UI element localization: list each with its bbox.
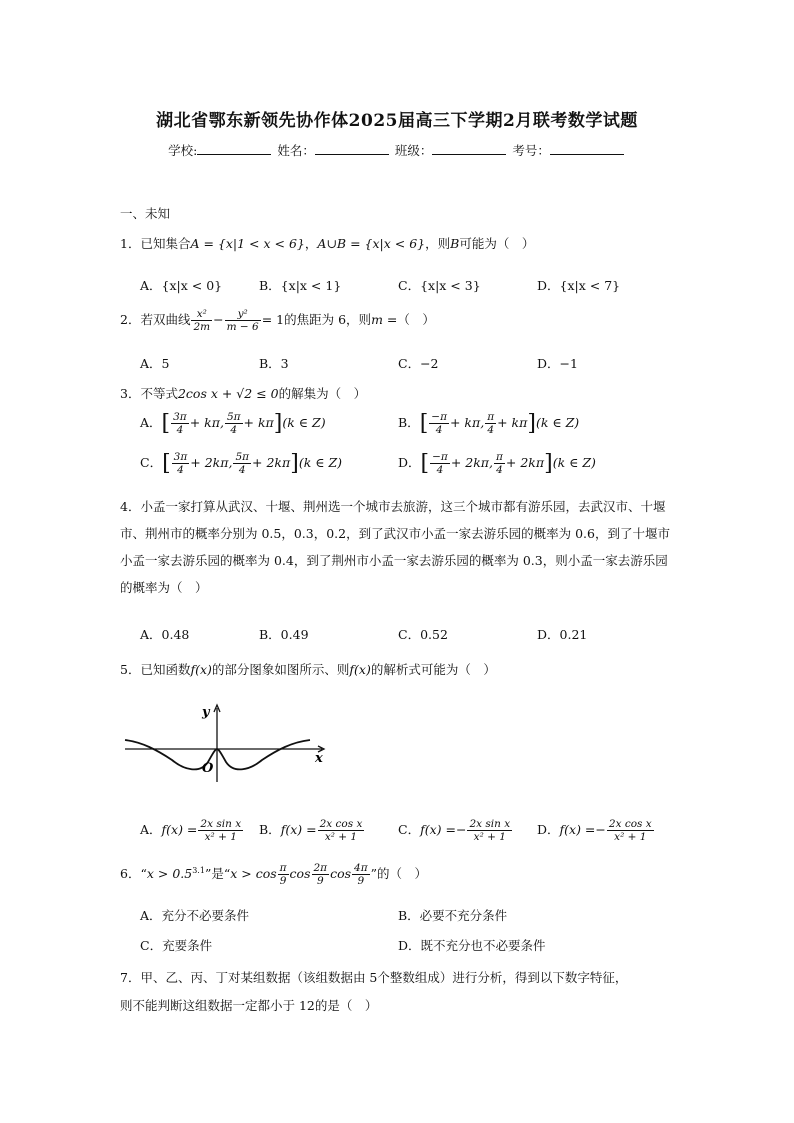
numerator: 5π: [235, 451, 250, 463]
denominator: x² + 1: [614, 831, 647, 844]
fraction: [352, 862, 370, 887]
question-number: 1．: [120, 236, 141, 251]
student-info-line: [0, 141, 794, 159]
option-label: C．: [140, 455, 163, 471]
union-expression: A∪B = {x|x < 6}: [317, 236, 426, 251]
class-blank[interactable]: [432, 142, 506, 155]
fraction: [485, 411, 496, 436]
q6-option-b[interactable]: B．必要不充分条件: [398, 908, 508, 923]
condition-1: x > 0.5: [146, 866, 193, 882]
question-text: 甲、乙、丙、丁对某组数据（该组数据由 5个整数组成）进行分析，得到以下数字特征，: [140, 970, 628, 985]
option-label: D．: [398, 455, 421, 471]
q6-option-c[interactable]: C．充要条件: [140, 938, 213, 953]
question-4-stem: [120, 493, 680, 601]
question-text: 的部分图象如图所示、则: [211, 662, 350, 677]
q3-option-a[interactable]: [140, 411, 326, 436]
question-text: ，: [304, 236, 318, 251]
denominator: 4: [230, 424, 238, 437]
numerator: 4π: [354, 862, 368, 874]
origin-label: O: [202, 761, 214, 776]
option-label: A．: [140, 822, 162, 838]
q4-option-a[interactable]: A．0.48: [140, 627, 190, 642]
q5-option-c[interactable]: [398, 818, 513, 843]
option-label: A．: [140, 415, 162, 431]
k-in-z: (k ∈ Z): [552, 455, 596, 471]
fraction: [429, 411, 449, 436]
k-in-z: (k ∈ Z): [535, 415, 580, 431]
question-text: 若双曲线: [140, 312, 191, 328]
term: + 2kπ: [505, 455, 545, 471]
numerator: π: [496, 451, 503, 463]
numerator: 3π: [173, 451, 188, 463]
option-label: D．: [537, 822, 560, 838]
exponent: 3.1: [192, 865, 205, 875]
y-axis-label: y: [202, 705, 210, 720]
page-title: 湖北省鄂东新领先协作体2025届高三下学期2月联考数学试题: [156, 111, 638, 131]
q2-option-d[interactable]: D．−1: [537, 356, 578, 371]
denominator: 4: [487, 424, 494, 437]
numerator: 2x sin x: [469, 818, 511, 830]
school-blank[interactable]: [197, 142, 271, 155]
fraction: [430, 451, 450, 476]
question-number: 5．: [120, 662, 141, 677]
numerator: π: [487, 411, 495, 423]
fraction: [494, 451, 505, 476]
cos: cos: [289, 866, 311, 882]
question-text: 已知集合: [140, 236, 191, 251]
question-text: 已知函数: [140, 662, 191, 677]
fraction: [233, 451, 251, 476]
fraction-y-squared: [225, 308, 261, 333]
numerator: 2π: [313, 862, 328, 874]
function-equals: f(x) =: [161, 822, 198, 838]
right-bracket: ]: [527, 410, 536, 436]
school-label: 学校:: [168, 143, 198, 158]
term: + kπ,: [189, 415, 224, 431]
denominator: 4: [435, 424, 443, 437]
question-text: 的解集为（ ）: [278, 386, 367, 401]
question-text: 的焦距为 6，则: [284, 312, 372, 328]
q4-option-d[interactable]: D．0.21: [537, 627, 588, 642]
function-f: f(x): [190, 662, 212, 677]
function-equals: f(x) =: [280, 822, 317, 838]
function-graph: [122, 700, 332, 785]
fraction: [171, 411, 189, 436]
numerator: 3π: [173, 411, 187, 423]
q4-option-b[interactable]: B．0.49: [259, 627, 309, 642]
fraction: [318, 818, 365, 843]
exam-number-blank[interactable]: [550, 142, 624, 155]
option-label: C．: [398, 822, 421, 838]
numerator: x²: [191, 308, 212, 321]
question-text: 小孟一家打算从武汉、十堰、荆州选一个城市去旅游，这三个城市都有游乐园，去武汉市、十堰市、荆州市的概率分别为 0.5，0.3，0.2，到了武汉市小孟一家去游乐园的概率为 0.6，到了十堰市小孟一家去游乐园的概率为 0.4，到了荆州市小孟一家去游乐园的概率为 0.3，则小孟一家去游乐园的概率为（ ）: [120, 499, 670, 595]
option-label: B．: [398, 415, 420, 431]
q5-option-d[interactable]: [537, 818, 655, 843]
fraction-x-squared: [191, 308, 212, 333]
q1-option-b[interactable]: B．{x|x < 1}: [259, 278, 342, 293]
denominator: 9: [279, 875, 287, 888]
denominator: m − 6: [226, 321, 259, 334]
fraction: [198, 818, 243, 843]
function-equals: f(x) =: [420, 822, 456, 838]
denominator: x² + 1: [324, 831, 358, 844]
q1-option-d[interactable]: D．{x|x < 7}: [537, 278, 621, 293]
denominator: 4: [496, 464, 503, 477]
condition-2: x > cos: [230, 866, 277, 882]
denominator: 4: [436, 464, 444, 477]
question-7-line-2: 则不能判断这组数据一定都小于 12的是（ ）: [120, 998, 378, 1013]
question-1-stem: [120, 234, 534, 252]
left-bracket: [: [420, 450, 430, 476]
class-label: 班级：: [394, 143, 433, 158]
left-bracket: [: [162, 450, 171, 476]
quote: ”是“: [204, 866, 231, 882]
k-in-z: (k ∈ Z): [282, 415, 326, 431]
denominator: 9: [357, 875, 365, 888]
q6-option-a[interactable]: A．充分不必要条件: [140, 908, 250, 923]
fraction: [278, 862, 289, 887]
fraction: [467, 818, 512, 843]
question-3-stem: [120, 384, 366, 402]
question-text: （ ）: [397, 312, 435, 328]
exam-number-label: 考号：: [512, 143, 550, 158]
question-2-stem: 2．若双曲线 $\frac{\text{x²}}{2m}$ − $\frac{\text{y²}}{m - 6}$ = 1的焦距为 6，则m =（ ）: [120, 308, 435, 334]
right-bracket: ]: [290, 450, 299, 476]
set-a: A = {x|1 < x < 6}: [190, 236, 305, 251]
function-f: f(x): [349, 662, 371, 677]
question-number: 6．: [120, 866, 141, 882]
variable-m: m =: [371, 312, 398, 328]
function-equals: f(x) =: [559, 822, 596, 838]
numerator: −π: [432, 451, 448, 463]
q4-option-c[interactable]: C．0.52: [398, 627, 448, 642]
question-text: 不等式: [140, 386, 178, 401]
q2-option-c[interactable]: C．−2: [398, 356, 439, 371]
q1-option-c[interactable]: C．{x|x < 3}: [398, 278, 481, 293]
quote: “: [140, 866, 147, 882]
fraction: [312, 862, 330, 887]
denominator: 9: [316, 875, 324, 888]
question-text: ”的（ ）: [370, 866, 428, 882]
fraction: [225, 411, 243, 436]
name-label: 姓名：: [277, 143, 315, 158]
q5-option-a[interactable]: [140, 818, 244, 843]
term: + kπ,: [449, 415, 485, 431]
denominator: 4: [177, 464, 184, 477]
cos: cos: [330, 866, 352, 882]
q2-option-a[interactable]: A．5: [140, 356, 170, 371]
right-bracket: ]: [273, 410, 283, 436]
q6-option-d[interactable]: D．既不充分也不必要条件: [398, 938, 546, 953]
option-label: B．: [259, 822, 281, 838]
question-number: 4．: [120, 499, 141, 514]
term: + 2kπ,: [450, 455, 493, 471]
question-number: 2．: [120, 312, 141, 328]
term: + kπ: [243, 415, 274, 431]
question-number: 7．: [120, 970, 141, 985]
q3-option-c[interactable]: [140, 451, 342, 476]
numerator: −π: [431, 411, 447, 423]
denominator: 4: [238, 464, 246, 477]
equation-rhs: = 1: [261, 312, 285, 328]
q3-option-d[interactable]: [398, 451, 596, 476]
question-text: 可能为（ ）: [459, 236, 535, 251]
term: + kπ: [497, 415, 528, 431]
term: + 2kπ: [252, 455, 291, 471]
left-bracket: [: [161, 410, 171, 436]
question-text: 的解析式可能为（ ）: [370, 662, 496, 677]
q3-option-b[interactable]: [398, 411, 579, 436]
q1-option-a[interactable]: A．{x|x < 0}: [140, 278, 223, 293]
q5-option-b[interactable]: [259, 818, 365, 843]
fraction: [172, 451, 190, 476]
k-in-z: (k ∈ Z): [298, 455, 343, 471]
question-6-stem: [120, 862, 427, 887]
numerator: 2x cos x: [608, 818, 652, 830]
denominator: x² + 1: [473, 831, 506, 844]
question-7-line-1: [120, 968, 627, 986]
inequality: 2cos x + √2 ≤ 0: [177, 386, 279, 401]
denominator: x² + 1: [204, 831, 237, 844]
question-5-stem: [120, 660, 496, 678]
term: + 2kπ,: [190, 455, 233, 471]
minus-sign: −: [455, 822, 467, 838]
question-text: ，则: [425, 236, 451, 251]
right-bracket: ]: [544, 450, 553, 476]
numerator: y²: [225, 308, 261, 321]
section-heading: 一、未知: [120, 206, 171, 221]
denominator: 4: [176, 424, 184, 437]
numerator: 2x cos x: [319, 818, 363, 830]
variable-b: B: [450, 236, 460, 251]
question-number: 3．: [120, 386, 141, 401]
minus-sign: −: [595, 822, 606, 838]
q2-option-b[interactable]: B．3: [259, 356, 289, 371]
left-bracket: [: [419, 410, 429, 436]
x-axis-label: x: [315, 751, 323, 766]
denominator: 2m: [193, 321, 211, 334]
numerator: 2x sin x: [200, 818, 242, 830]
numerator: 5π: [226, 411, 241, 423]
name-blank[interactable]: [315, 142, 389, 155]
numerator: π: [279, 862, 287, 874]
fraction: [607, 818, 654, 843]
